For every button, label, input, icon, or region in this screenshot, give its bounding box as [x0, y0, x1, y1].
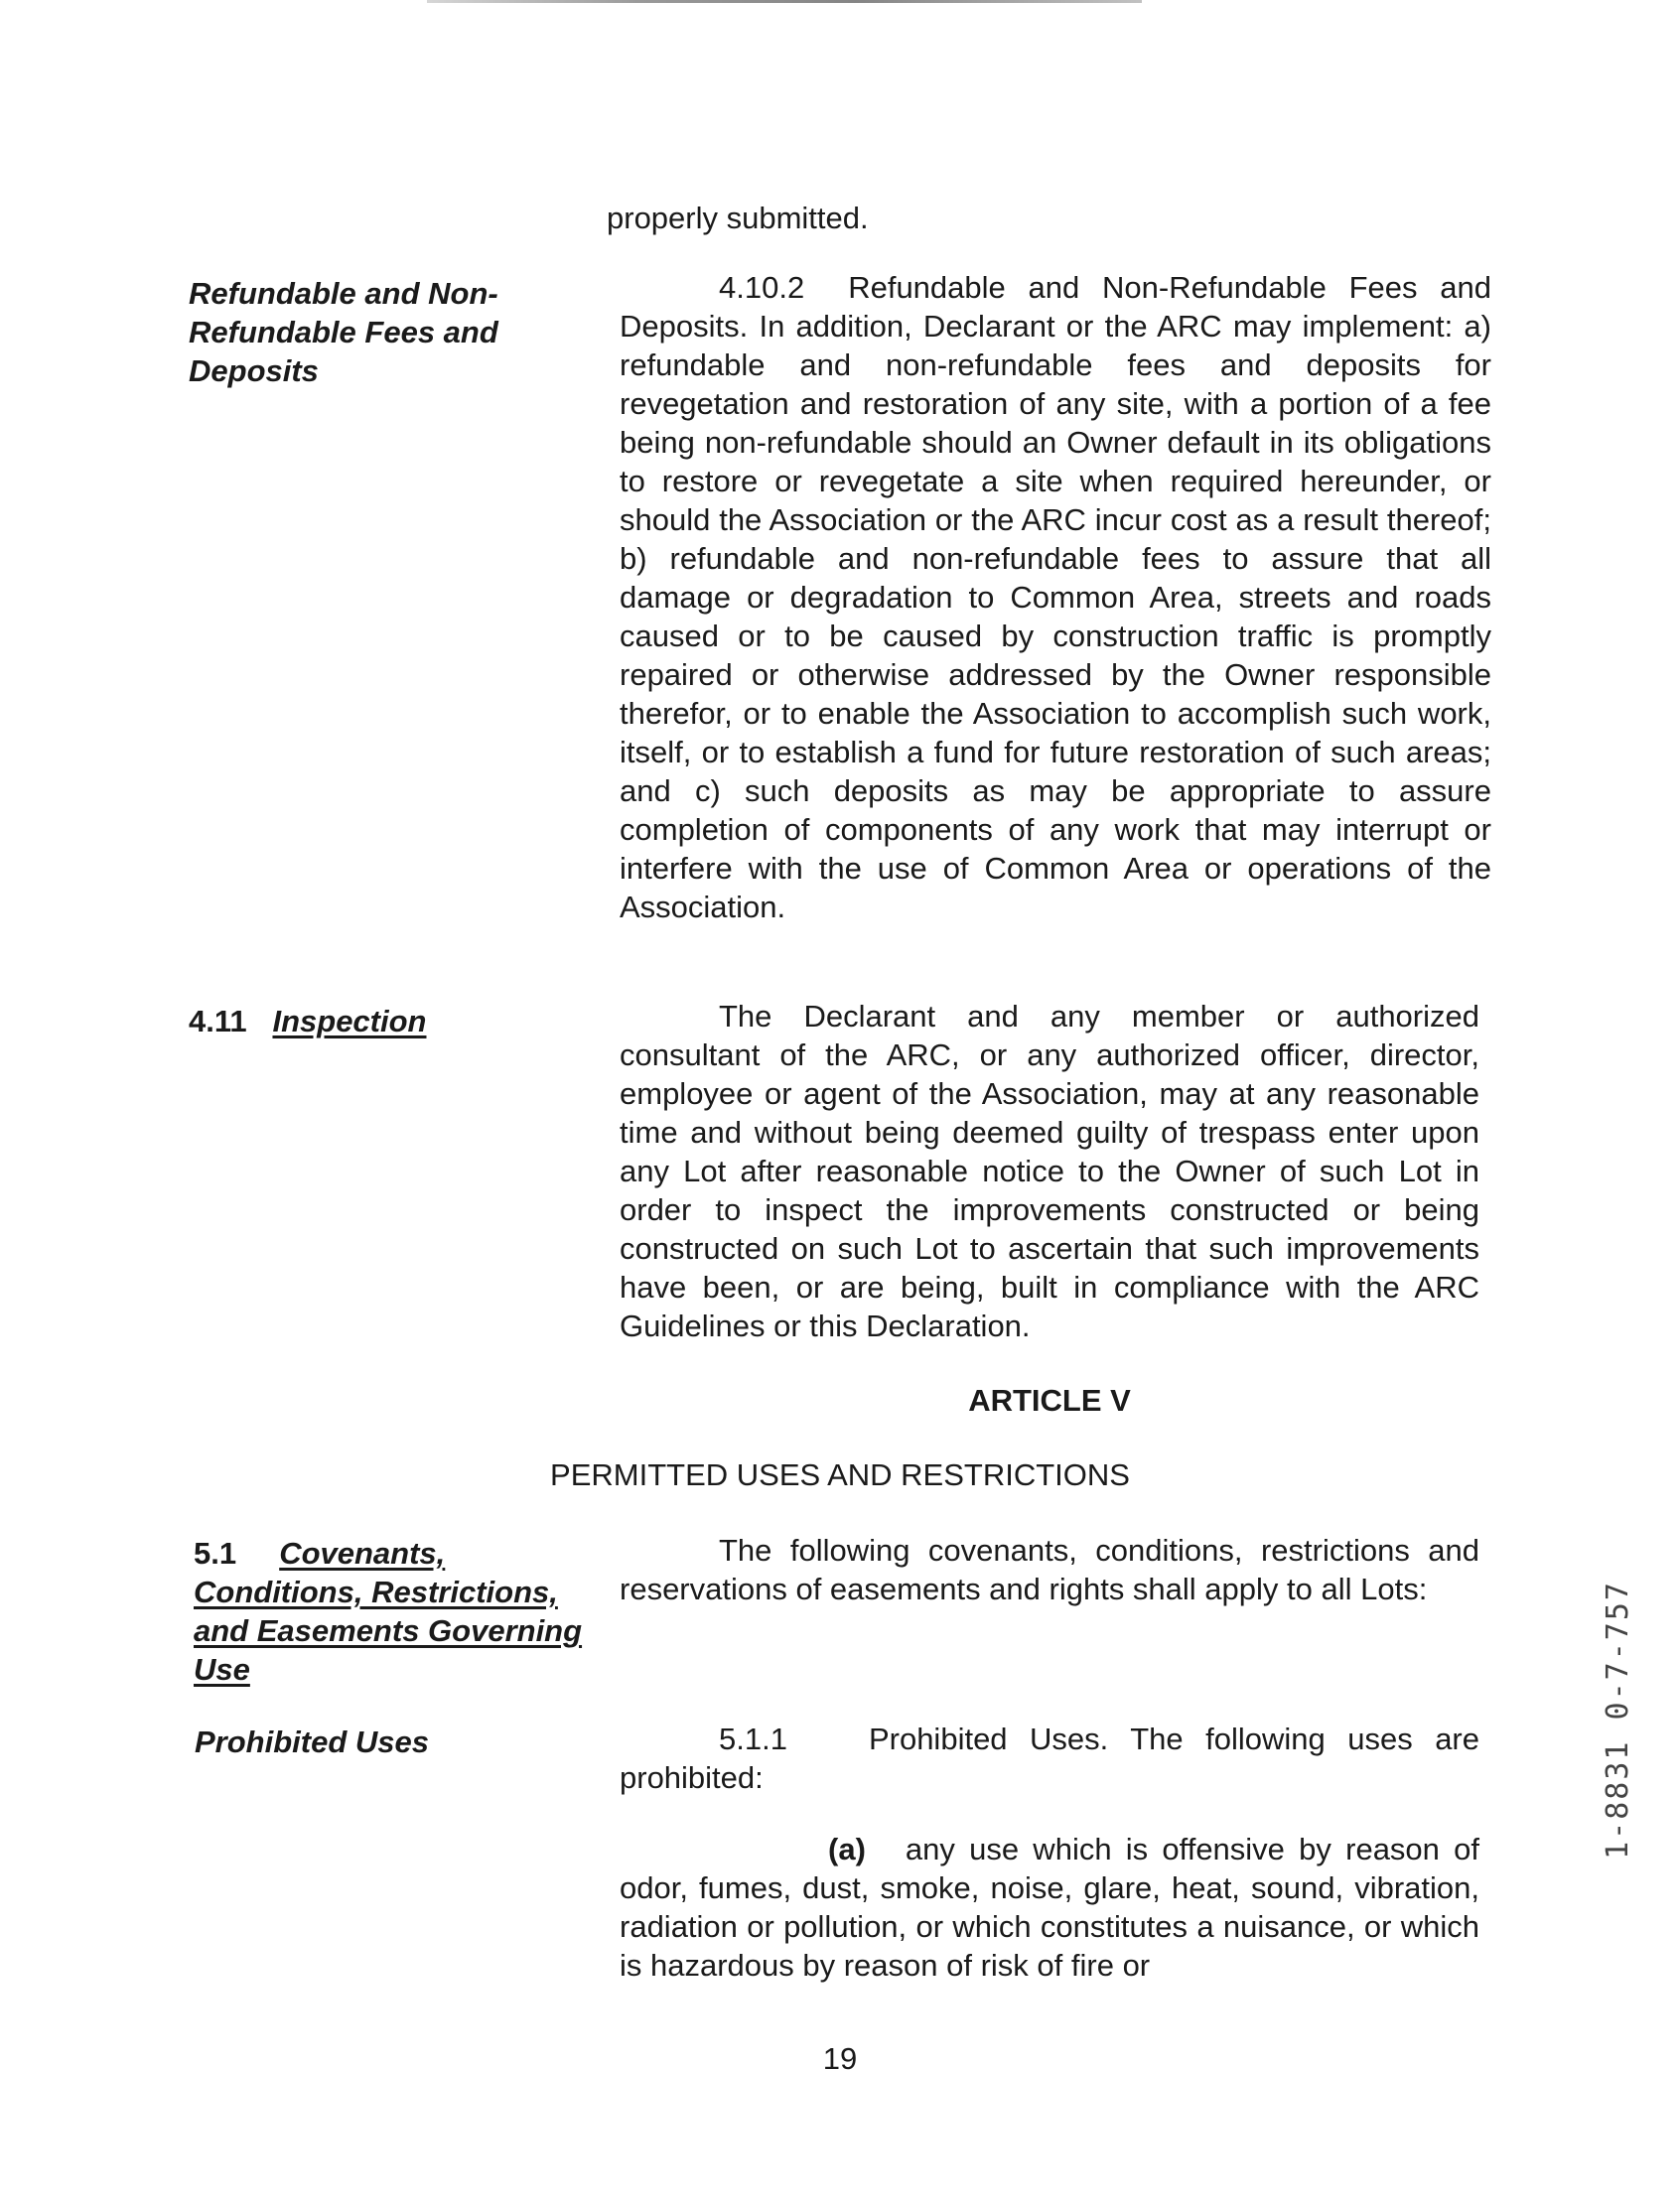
recording-stamp: 1-8831 0-7-757 — [1601, 1581, 1635, 1860]
item-body: any use which is offensive by reason of odor, fumes, dust, smoke, noise, glare, heat, sound, vibration, radiation or pollution, or which constitutes a nuisance, or which is hazardous by reason of risk of fire or — [620, 1832, 1479, 1983]
section-body: In addition, Declarant or the ARC may implement: a) refundable and non-refundable fees and deposits for revegetation and restoration of any site, with a portion of a fee being non-refundable should an Owner default in its obligations to restore or revegetate a site when required hereunder, or should the Association or the ARC incur cost as a result thereof; b) refundable and non-refundable fees to assure that all damage or degradation to Common Area, streets and roads caused or to be caused by construction traffic is promptly repaired or otherwise addressed by the Owner responsible therefor, or to enable the Association to accomplish such work, itself, or to establish a fund for future restoration of such areas; and c) such deposits as may be appropriate to assure completion of components of any work that may interrupt or interfere with the use of Common Area or operations of the Association. — [620, 309, 1491, 924]
section-number: 4.10.2 — [719, 270, 805, 305]
section-number: 4.11 — [189, 1004, 247, 1038]
page-number: 19 — [822, 2041, 858, 2076]
margin-heading-covenants — [194, 1534, 601, 1689]
item-label: (a) — [828, 1832, 866, 1866]
section-4-11-text — [620, 997, 1479, 1345]
item-a-text — [620, 1830, 1479, 1985]
section-body: The following covenants, conditions, restrictions and reservations of easements and rights shall apply to all Lots: — [620, 1533, 1479, 1606]
section-number: 5.1 — [194, 1536, 237, 1571]
section-5-1-text — [620, 1531, 1479, 1608]
margin-heading-prohibited: Prohibited Uses — [195, 1725, 429, 1759]
margin-heading-inspection — [189, 1002, 556, 1040]
section-body: The following uses are prohibited: — [620, 1722, 1480, 1795]
scan-artifact — [427, 0, 1142, 3]
section-heading: Inspection — [272, 1004, 427, 1038]
section-number: 5.1.1 — [719, 1722, 787, 1756]
section-4-10-2-text — [620, 268, 1491, 926]
article-label: ARTICLE V — [968, 1383, 1131, 1418]
continuation-text: properly submitted. — [607, 201, 869, 235]
margin-heading-fees: Refundable and Non-Refundable Fees and Deposits — [189, 276, 498, 388]
section-body: The Declarant and any member or authorized consultant of the ARC, or any authorized officer, director, employee or agent of the Association, may at any reasonable time and without being deemed guilty of trespass enter upon any Lot after reasonable notice to the Owner of such Lot in order to inspect the improvements constructed or being constructed on such Lot to ascertain that such improvements have been, or are being, built in compliance with the ARC Guidelines or this Declaration. — [620, 999, 1479, 1343]
section-title: Prohibited Uses. — [868, 1722, 1109, 1756]
section-5-1-1-text — [620, 1720, 1479, 1797]
section-heading: Covenants, Conditions, Restrictions, and Easements Governing Use — [194, 1536, 583, 1687]
section-title: Refundable and Non-Refundable Fees and Deposits. — [620, 270, 1491, 344]
article-title: PERMITTED USES AND RESTRICTIONS — [550, 1457, 1130, 1492]
